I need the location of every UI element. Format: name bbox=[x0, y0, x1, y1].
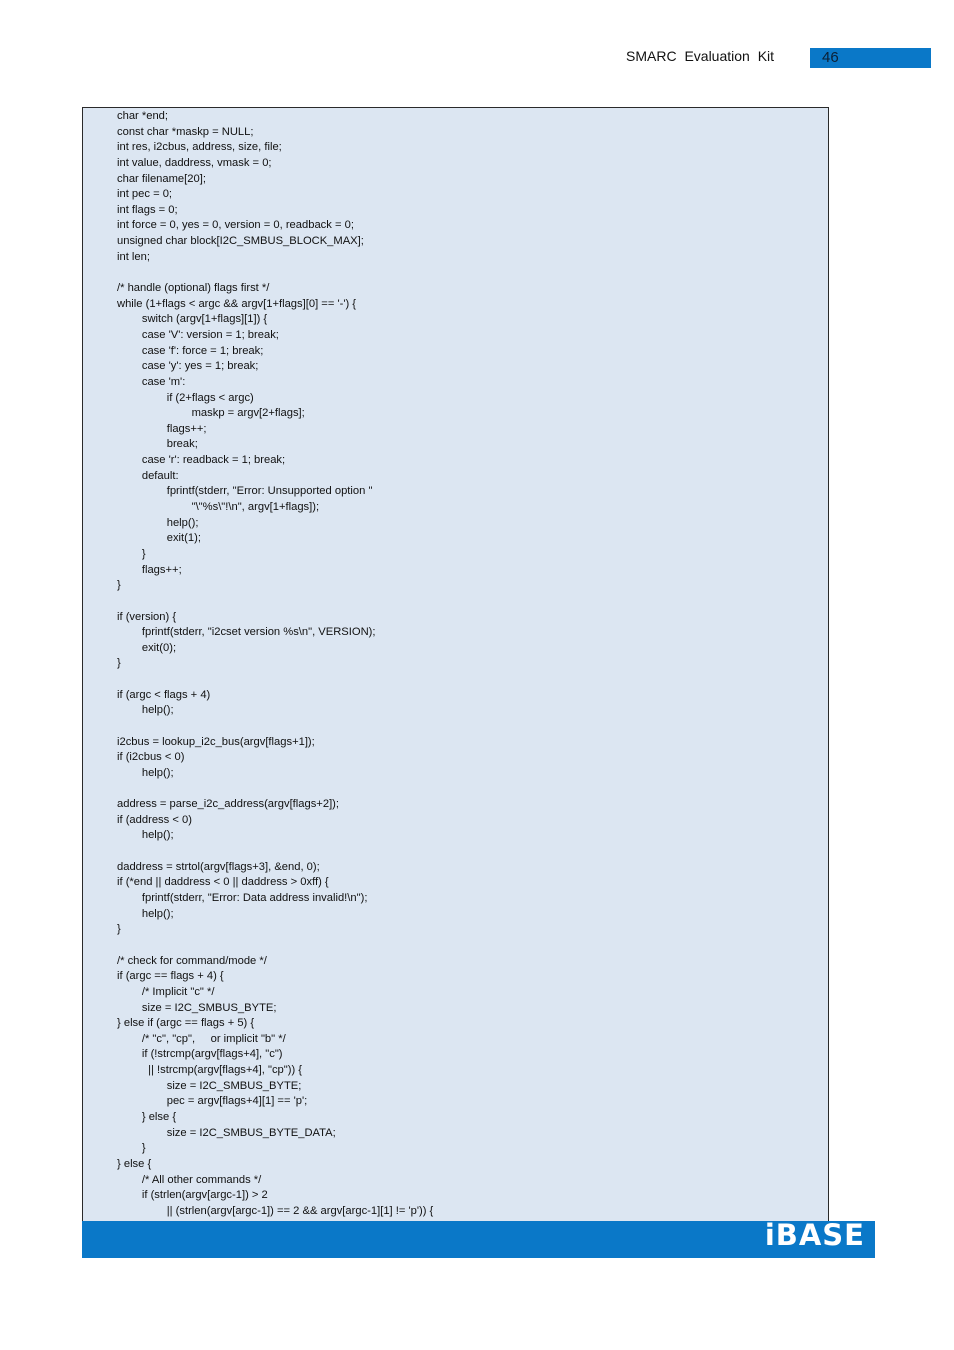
page-number: 46 bbox=[822, 49, 839, 66]
code-line: } bbox=[117, 657, 121, 670]
code-line: } bbox=[117, 923, 121, 936]
code-line: if (*end || daddress < 0 || daddress > 0xff) { bbox=[117, 876, 329, 889]
code-line: } else { bbox=[117, 1111, 177, 1123]
code-line: const char *maskp = NULL; bbox=[117, 125, 254, 138]
code-line: fprintf(stderr, "Error: Data address invalid!\n"); bbox=[117, 892, 368, 905]
code-line bbox=[117, 719, 433, 735]
page-header-title: SMARC Evaluation Kit bbox=[626, 48, 775, 64]
code-line: exit(1); bbox=[117, 532, 201, 545]
code-line: size = I2C_SMBUS_BYTE; bbox=[117, 1001, 277, 1014]
code-line bbox=[117, 265, 433, 281]
code-line: if (argc < flags + 4) bbox=[117, 688, 211, 701]
code-line: int value, daddress, vmask = 0; bbox=[117, 156, 272, 169]
code-line: int flags = 0; bbox=[117, 203, 178, 216]
code-line: i2cbus = lookup_i2c_bus(argv[flags+1]); bbox=[117, 735, 315, 748]
code-line: daddress = strtol(argv[flags+3], &end, 0); bbox=[117, 860, 320, 873]
code-line: if (!strcmp(argv[flags+4], "c") bbox=[117, 1048, 283, 1061]
code-line: } bbox=[117, 579, 121, 592]
code-line: /* check for command/mode */ bbox=[117, 954, 267, 967]
code-line: } bbox=[117, 547, 146, 560]
code-line: pec = argv[flags+4][1] == 'p'; bbox=[117, 1095, 308, 1108]
code-line: char *end; bbox=[117, 110, 168, 122]
code-line: if (address < 0) bbox=[117, 813, 192, 826]
code-line: address = parse_i2c_address(argv[flags+2]); bbox=[117, 798, 340, 811]
code-line: case 'V': version = 1; break; bbox=[117, 328, 279, 341]
code-line: || !strcmp(argv[flags+4], "cp")) { bbox=[117, 1064, 303, 1077]
code-line: char filename[20]; bbox=[117, 172, 206, 185]
code-line bbox=[117, 782, 433, 798]
code-line: case 'r': readback = 1; break; bbox=[117, 454, 286, 467]
code-line: /* handle (optional) flags first */ bbox=[117, 282, 270, 295]
ibase-logo: iBASE bbox=[764, 1218, 865, 1252]
code-line: size = I2C_SMBUS_BYTE; bbox=[117, 1079, 302, 1092]
code-line: /* "c", "cp", or implicit "b" */ bbox=[117, 1032, 286, 1045]
code-line: while (1+flags < argc && argv[1+flags][0] == '-') { bbox=[117, 297, 357, 310]
code-line: /* Implicit "c" */ bbox=[117, 985, 215, 998]
code-line bbox=[117, 938, 433, 954]
code-line: exit(0); bbox=[117, 641, 177, 654]
code-line: if (argc == flags + 4) { bbox=[117, 970, 224, 983]
code-line: int len; bbox=[117, 250, 150, 263]
code-line bbox=[117, 844, 433, 860]
code-line: flags++; bbox=[117, 563, 182, 576]
code-line: case 'm': bbox=[117, 375, 186, 388]
code-line: if (i2cbus < 0) bbox=[117, 751, 185, 764]
code-line: default: bbox=[117, 469, 179, 482]
code-listing-box bbox=[82, 107, 829, 1222]
code-line: help(); bbox=[117, 516, 199, 529]
code-line: if (strlen(argv[argc-1]) > 2 bbox=[117, 1189, 268, 1202]
code-line: int res, i2cbus, address, size, file; bbox=[117, 141, 282, 154]
code-line: flags++; bbox=[117, 422, 207, 435]
page-number-badge bbox=[810, 48, 931, 68]
code-line: if (2+flags < argc) bbox=[117, 391, 254, 404]
code-line: if (version) { bbox=[117, 610, 177, 623]
code-line: } bbox=[117, 1142, 146, 1155]
code-line: fprintf(stderr, "i2cset version %s\n", VERSION); bbox=[117, 626, 376, 639]
code-line: } else { bbox=[117, 1157, 152, 1170]
code-line: help(); bbox=[117, 829, 174, 842]
code-line: help(); bbox=[117, 704, 174, 717]
code-line bbox=[117, 672, 433, 688]
code-line: /* All other commands */ bbox=[117, 1173, 262, 1186]
code-line bbox=[117, 594, 433, 610]
code-line: || (strlen(argv[argc-1]) == 2 && argv[argc-1][1] != 'p')) { bbox=[117, 1204, 434, 1217]
code-listing bbox=[117, 109, 433, 1219]
code-line: help(); bbox=[117, 766, 174, 779]
code-line: break; bbox=[117, 438, 198, 451]
code-line: switch (argv[1+flags][1]) { bbox=[117, 313, 268, 326]
code-line: size = I2C_SMBUS_BYTE_DATA; bbox=[117, 1126, 336, 1139]
code-line: } else if (argc == flags + 5) { bbox=[117, 1017, 255, 1030]
code-line: case 'f': force = 1; break; bbox=[117, 344, 264, 357]
code-line: "\"%s\"!\n", argv[1+flags]); bbox=[117, 501, 320, 514]
code-line: int force = 0, yes = 0, version = 0, readback = 0; bbox=[117, 219, 354, 232]
code-line: int pec = 0; bbox=[117, 188, 173, 201]
code-line: maskp = argv[2+flags]; bbox=[117, 407, 305, 420]
footer-bar bbox=[82, 1218, 875, 1258]
code-line: help(); bbox=[117, 907, 174, 920]
code-line: fprintf(stderr, "Error: Unsupported option " bbox=[117, 485, 373, 498]
code-line: unsigned char block[I2C_SMBUS_BLOCK_MAX]; bbox=[117, 235, 364, 248]
code-line: case 'y': yes = 1; break; bbox=[117, 360, 259, 373]
